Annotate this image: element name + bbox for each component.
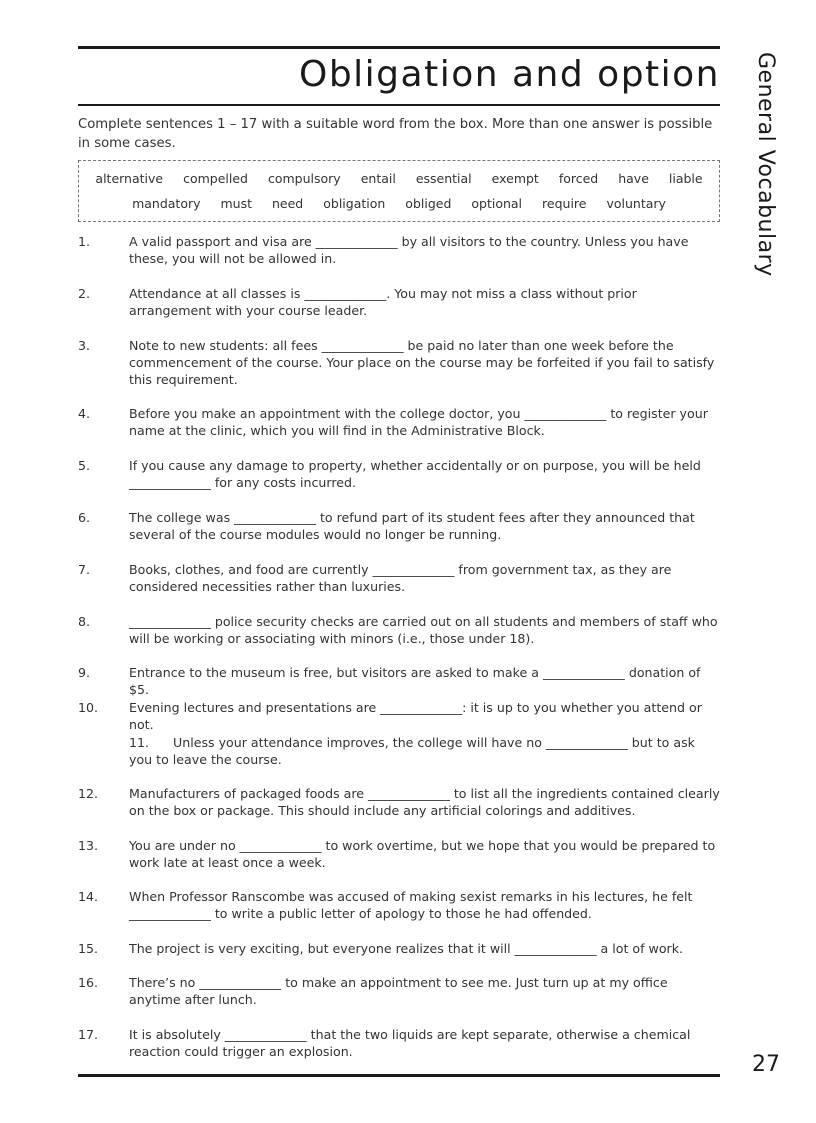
- question-17: [78, 1026, 720, 1060]
- question-text: _____________ police security checks are carried out on all students and members of staff who will be working or associating with minors (i.e., those under 18).: [129, 614, 718, 646]
- word-box-word: voluntary: [606, 196, 666, 211]
- question-number: 9.: [78, 665, 91, 680]
- question-text: Attendance at all classes is _____________. You may not miss a class without prior arrangement with your course leader.: [129, 286, 637, 318]
- question-number: 3.: [78, 338, 91, 353]
- question-number: 12.: [78, 786, 99, 801]
- question-4: [78, 405, 720, 439]
- question-text: Manufacturers of packaged foods are _____________ to list all the ingredients contained clearly on the box or package. This should include any artificial colorings and additives.: [129, 786, 720, 818]
- question-number: 2.: [78, 286, 91, 301]
- word-box-word: alternative: [95, 171, 164, 186]
- question-number: 16.: [78, 975, 99, 990]
- question-number: 6.: [78, 510, 91, 525]
- question-8: [78, 613, 720, 647]
- bottom-rule: [78, 1074, 720, 1077]
- question-number: 14.: [78, 889, 99, 904]
- question-text: There’s no _____________ to make an appointment to see me. Just turn up at my office anytime after lunch.: [129, 975, 668, 1007]
- title-rule: [78, 104, 720, 106]
- question-number: 11.: [129, 735, 150, 750]
- question-text: Unless your attendance improves, the college will have no _____________ but to ask you to leave the course.: [129, 735, 695, 767]
- top-rule: [78, 46, 720, 49]
- question-12: [78, 785, 720, 819]
- word-box-word: compulsory: [267, 171, 341, 186]
- question-number: 13.: [78, 838, 99, 853]
- question-text: Evening lectures and presentations are _____________: it is up to you whether you attend or not.: [129, 700, 702, 732]
- word-box-word: liable: [668, 171, 703, 186]
- word-box-word: optional: [471, 196, 523, 211]
- section-side-label: General Vocabulary: [753, 52, 778, 277]
- question-11: [78, 734, 720, 768]
- question-text-block: [129, 734, 720, 768]
- question-text: Note to new students: all fees _____________ be paid no later than one week before the commencement of the course. Your place on the course may be forfeited if you fail to satisfy this requirement.: [129, 338, 715, 387]
- question-13: [78, 837, 720, 871]
- word-box-word: obligation: [323, 196, 386, 211]
- word-box-word: need: [272, 196, 304, 211]
- question-number: 5.: [78, 458, 91, 473]
- question-2: [78, 285, 720, 319]
- question-number: 4.: [78, 406, 91, 421]
- question-text: If you cause any damage to property, whether accidentally or on purpose, you will be held _____________ for any costs incurred.: [129, 458, 701, 490]
- question-16: [78, 974, 720, 1008]
- word-box-word: compelled: [183, 171, 248, 186]
- word-box-word: mandatory: [132, 196, 201, 211]
- question-text: A valid passport and visa are _____________ by all visitors to the country. Unless you have these, you will not be allowed in.: [129, 234, 689, 266]
- question-text: Books, clothes, and food are currently _____________ from government tax, as they are considered necessities rather than luxuries.: [129, 562, 672, 594]
- question-number: 10.: [78, 700, 99, 715]
- page-title: Obligation and option: [298, 54, 720, 95]
- question-text: The college was _____________ to refund part of its student fees after they announced that several of the course modules would no longer be running.: [129, 510, 695, 542]
- word-box-word: require: [542, 196, 587, 211]
- question-1: [78, 233, 720, 267]
- question-7: [78, 561, 720, 595]
- question-10: [78, 699, 720, 733]
- word-box-word: exempt: [491, 171, 539, 186]
- word-box-word: forced: [558, 171, 599, 186]
- word-box-word: must: [220, 196, 253, 211]
- word-box: [78, 160, 720, 222]
- question-6: [78, 509, 720, 543]
- question-text: Before you make an appointment with the college doctor, you _____________ to register your name at the clinic, which you will find in the Administrative Block.: [129, 406, 708, 438]
- question-15: [78, 940, 720, 957]
- word-box-word: entail: [360, 171, 396, 186]
- question-14: [78, 888, 720, 922]
- question-text: You are under no _____________ to work overtime, but we hope that you would be prepared to work late at least once a week.: [129, 838, 716, 870]
- question-5: [78, 457, 720, 491]
- question-9: [78, 664, 720, 698]
- question-text: The project is very exciting, but everyone realizes that it will _____________ a lot of work.: [129, 941, 684, 956]
- page-number: 27: [752, 1052, 780, 1077]
- question-number: 1.: [78, 234, 91, 249]
- question-text: It is absolutely _____________ that the two liquids are kept separate, otherwise a chemical reaction could trigger an explosion.: [129, 1027, 691, 1059]
- question-3: [78, 337, 720, 388]
- question-number: 17.: [78, 1027, 99, 1042]
- instructions: Complete sentences 1 – 17 with a suitable word from the box. More than one answer is possible in some cases.: [78, 117, 713, 151]
- question-number: 15.: [78, 941, 99, 956]
- question-number: 8.: [78, 614, 91, 629]
- word-box-word: have: [618, 171, 649, 186]
- question-number: 7.: [78, 562, 91, 577]
- question-text: When Professor Ranscombe was accused of making sexist remarks in his lectures, he felt _____________ to write a public letter of apology to those he had offended.: [129, 889, 693, 921]
- word-box-word: essential: [415, 171, 472, 186]
- question-text: Entrance to the museum is free, but visitors are asked to make a _____________ donation of $5.: [129, 665, 701, 697]
- word-box-row-1: [79, 171, 719, 186]
- word-box-row-2: [79, 196, 719, 211]
- word-box-word: obliged: [405, 196, 452, 211]
